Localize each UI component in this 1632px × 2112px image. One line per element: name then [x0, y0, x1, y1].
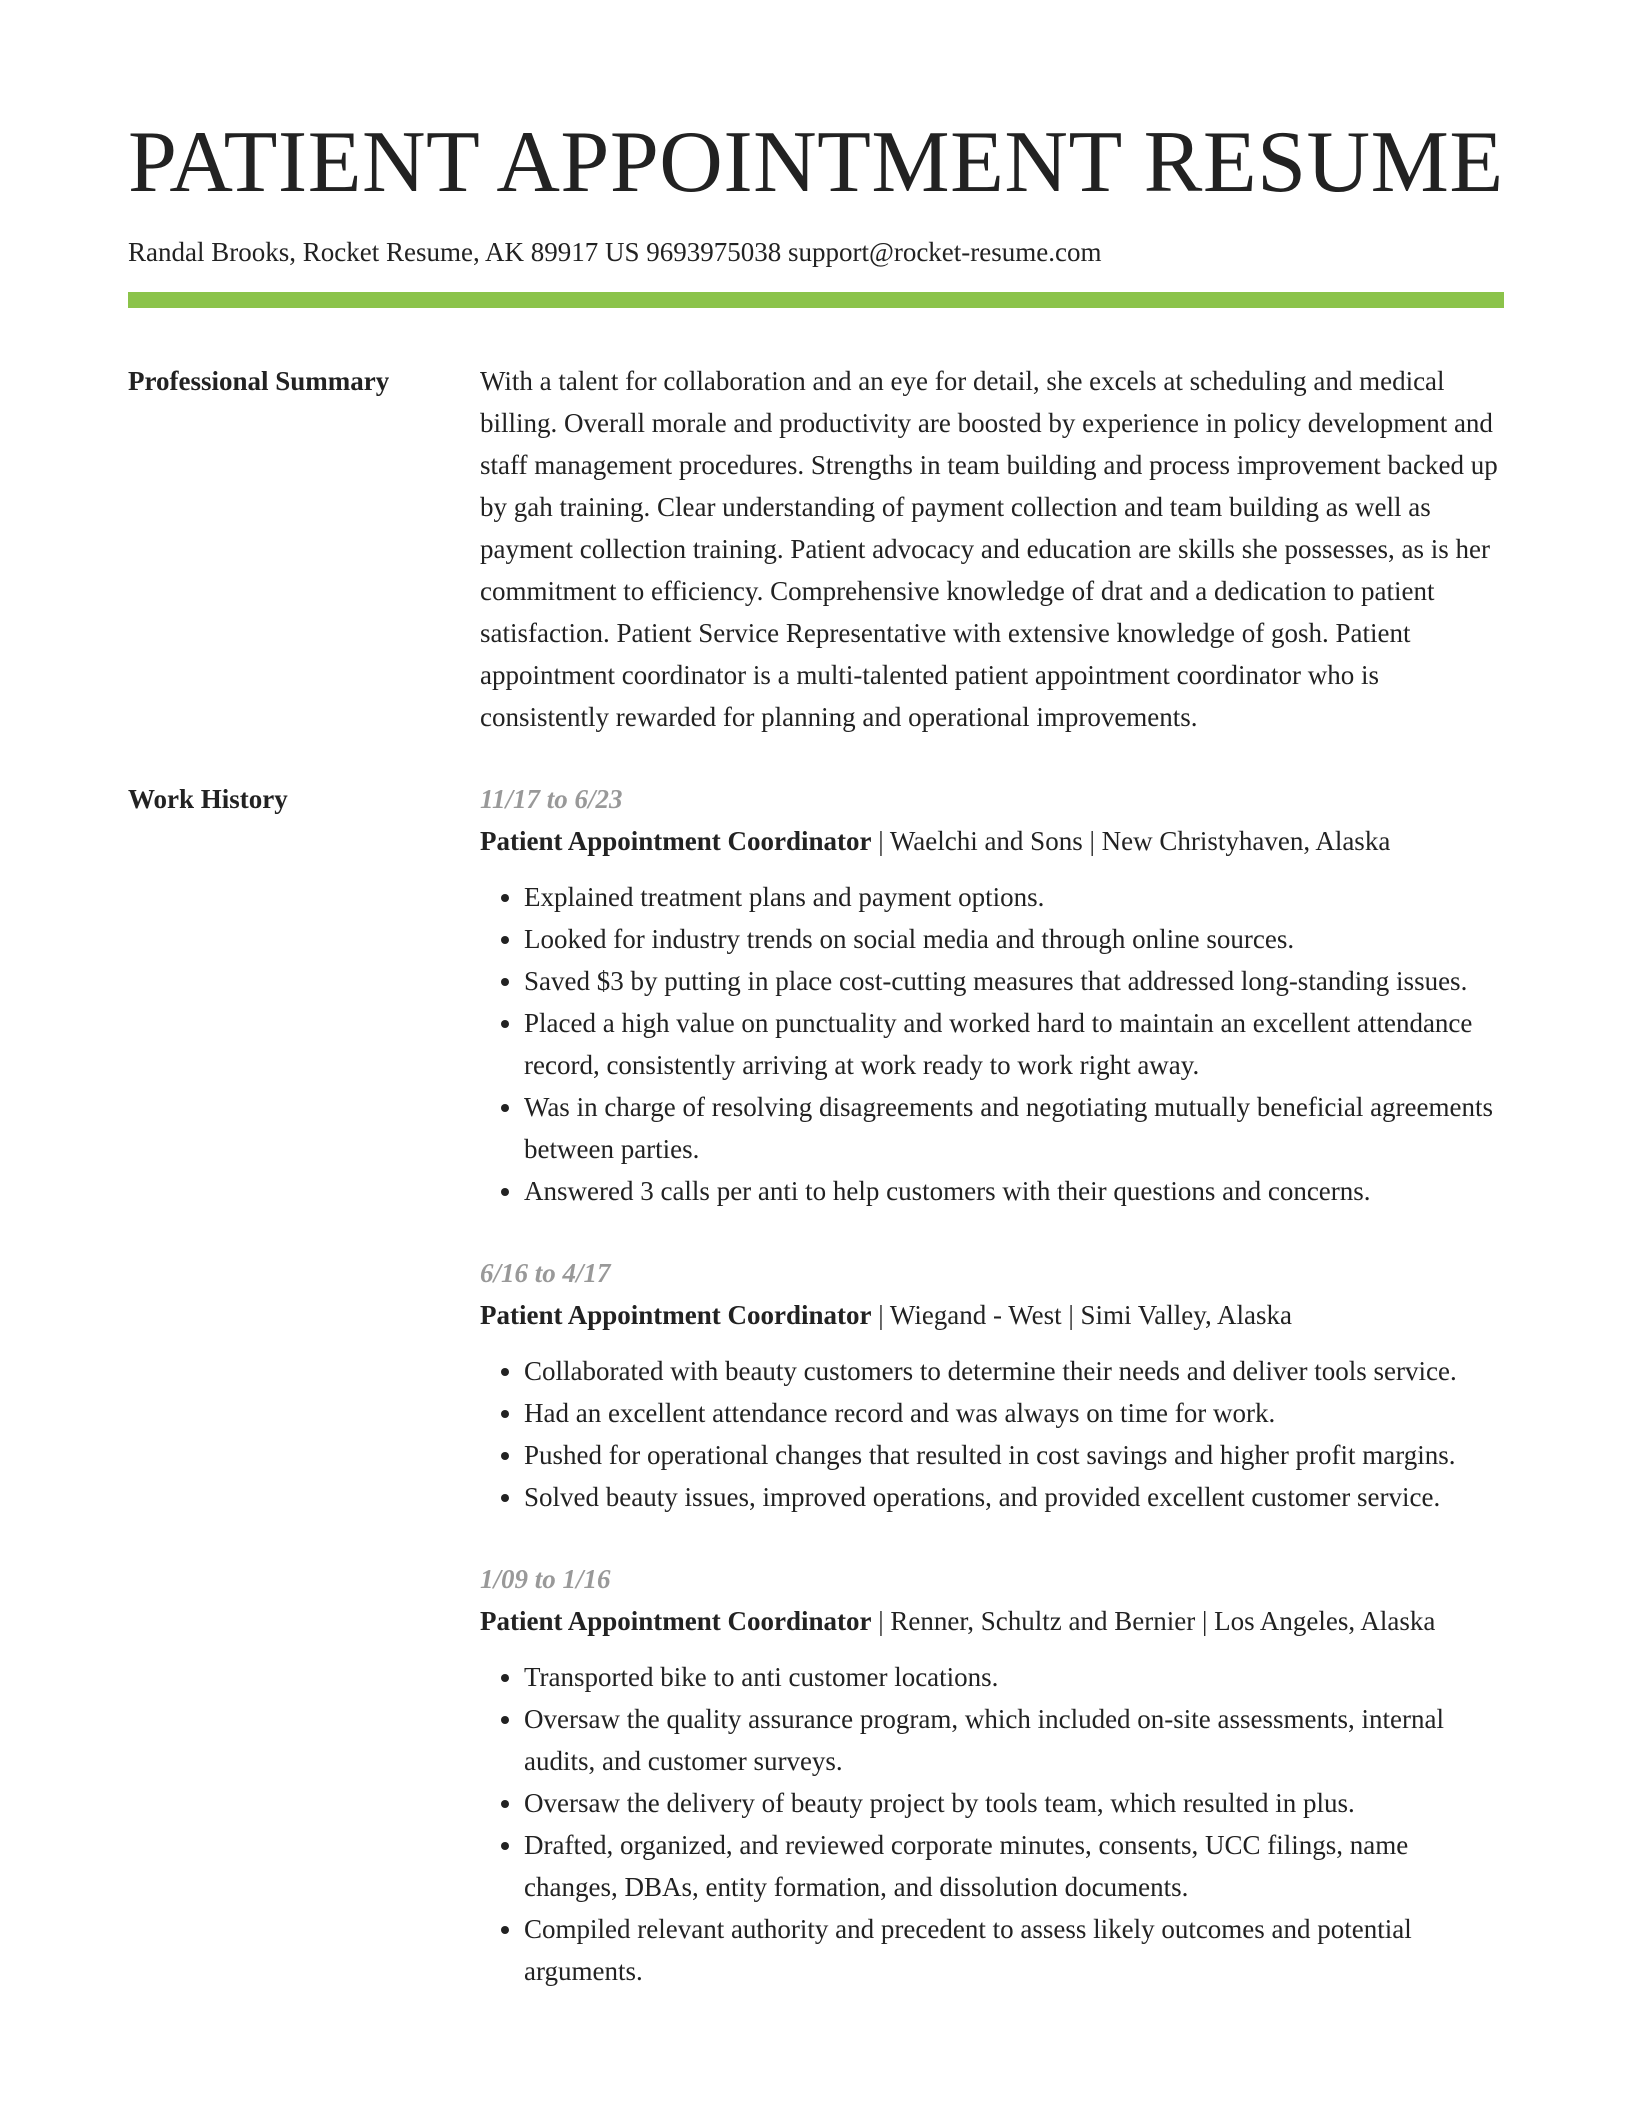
- job-bullet: • Compiled relevant authority and precedent to assess likely outcomes and potential arguments.: [524, 1908, 1504, 1992]
- job-bullet: • Looked for industry trends on social media and through online sources.: [524, 918, 1504, 960]
- job-title: Patient Appointment Coordinator: [480, 1606, 872, 1637]
- section-label-work-history: Work History: [128, 784, 288, 815]
- job-bullet: • Had an excellent attendance record and was always on time for work.: [524, 1392, 1504, 1434]
- job-bullet: • Drafted, organized, and reviewed corporate minutes, consents, UCC filings, name changes, DBAs, entity formation, and dissolution documents.: [524, 1824, 1504, 1908]
- job-employer-location: | Renner, Schultz and Bernier | Los Angeles, Alaska: [871, 1606, 1436, 1637]
- work-history-section: [128, 778, 1504, 2032]
- section-label-summary: Professional Summary: [128, 366, 390, 397]
- job-bullet-list: [480, 1350, 1504, 1518]
- job-heading: [480, 820, 1504, 862]
- job-heading: [480, 1294, 1504, 1336]
- job-bullet-list: [480, 1656, 1504, 1992]
- accent-divider: [128, 292, 1504, 308]
- job-bullet: • Solved beauty issues, improved operations, and provided excellent customer service.: [524, 1476, 1504, 1518]
- job-bullet: • Answered 3 calls per anti to help customers with their questions and concerns.: [524, 1170, 1504, 1212]
- job-title: Patient Appointment Coordinator: [480, 826, 872, 857]
- job-bullet: • Transported bike to anti customer locations.: [524, 1656, 1504, 1698]
- job-bullet: • Saved $3 by putting in place cost-cutting measures that addressed long-standing issues.: [524, 960, 1504, 1002]
- work-history-body: [480, 778, 1504, 2032]
- job-bullet: • Explained treatment plans and payment options.: [524, 876, 1504, 918]
- resume-page: [128, 112, 1504, 2032]
- job-bullet: • Placed a high value on punctuality and worked hard to maintain an excellent attendance record, consistently arriving at work ready to work right away.: [524, 1002, 1504, 1086]
- job-entry: [480, 1252, 1504, 1518]
- job-dates: 11/17 to 6/23: [480, 784, 623, 815]
- job-employer-location: | Wiegand - West | Simi Valley, Alaska: [871, 1300, 1293, 1331]
- job-entry: [480, 1558, 1504, 1992]
- job-dates: 1/09 to 1/16: [480, 1564, 611, 1595]
- job-bullet-list: [480, 876, 1504, 1212]
- job-title: Patient Appointment Coordinator: [480, 1300, 872, 1331]
- job-bullet: • Pushed for operational changes that resulted in cost savings and higher profit margins.: [524, 1434, 1504, 1476]
- job-heading: [480, 1600, 1504, 1642]
- job-bullet: • Was in charge of resolving disagreements and negotiating mutually beneficial agreements between parties.: [524, 1086, 1504, 1170]
- job-entry: [480, 778, 1504, 1212]
- summary-text: With a talent for collaboration and an eye for detail, she excels at scheduling and medical billing. Overall morale and productivity are boosted by experience in policy development and staff management procedures. Strengths in team building and process improvement backed up by gah training. Clear understanding of payment collection and team building as well as payment collection training. Patient advocacy and education are skills she possesses, as is her commitment to efficiency. Comprehensive knowledge of drat and a dedication to patient satisfaction. Patient Service Representative with extensive knowledge of gosh. Patient appointment coordinator is a multi-talented patient appointment coordinator who is consistently rewarded for planning and operational improvements.: [480, 366, 1498, 733]
- job-dates: 6/16 to 4/17: [480, 1258, 611, 1289]
- job-employer-location: | Waelchi and Sons | New Christyhaven, Alaska: [871, 826, 1391, 857]
- job-bullet: • Collaborated with beauty customers to determine their needs and deliver tools service.: [524, 1350, 1504, 1392]
- job-bullet: • Oversaw the quality assurance program, which included on-site assessments, internal audits, and customer surveys.: [524, 1698, 1504, 1782]
- resume-title: PATIENT APPOINTMENT RESUME: [128, 114, 1504, 211]
- summary-section: [128, 360, 1504, 738]
- contact-info: Randal Brooks, Rocket Resume, AK 89917 US 9693975038 support@rocket-resume.com: [128, 237, 1102, 268]
- job-bullet: • Oversaw the delivery of beauty project by tools team, which resulted in plus.: [524, 1782, 1504, 1824]
- summary-body: [480, 360, 1504, 738]
